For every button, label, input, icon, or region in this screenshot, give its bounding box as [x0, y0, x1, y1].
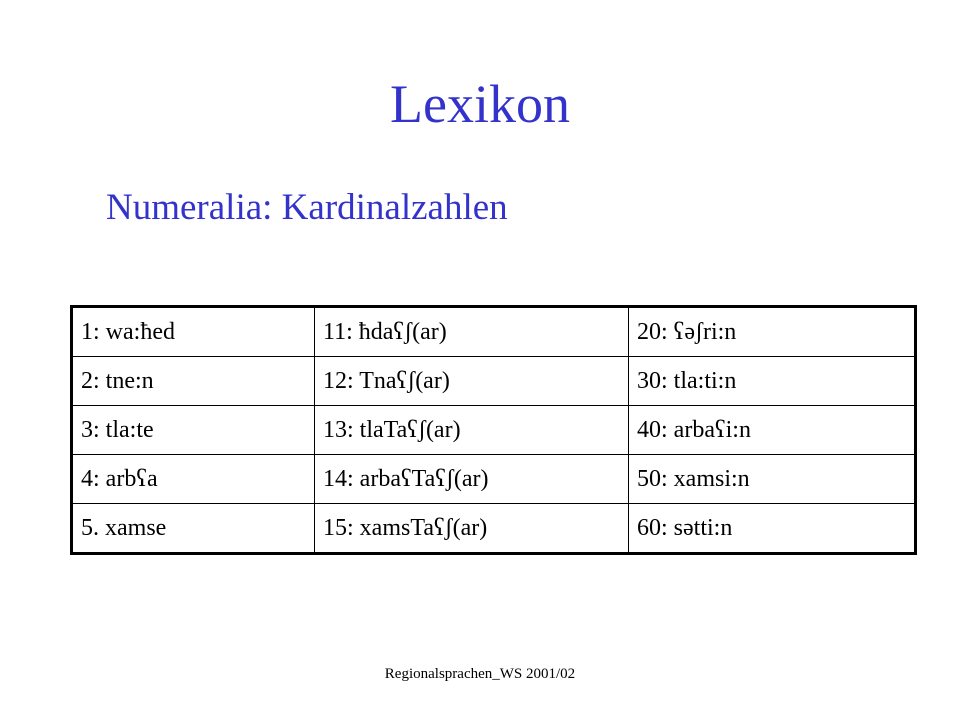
slide-subtitle: Numeralia: Kardinalzahlen — [106, 187, 508, 228]
table-row — [72, 504, 916, 554]
table-row — [72, 455, 916, 504]
table-cell: 4: arbʕa — [72, 455, 315, 504]
table-row — [72, 357, 916, 406]
table-row — [72, 406, 916, 455]
table-cell: 13: tlaTaʕʃ(ar) — [315, 406, 629, 455]
table-cell: 12: Tnaʕʃ(ar) — [315, 357, 629, 406]
numerals-table — [70, 305, 917, 555]
table-cell: 5. xamse — [72, 504, 315, 554]
table-cell: 1: wa:ħed — [72, 307, 315, 357]
table-cell: 20: ʕəʃri:n — [629, 307, 916, 357]
table-cell: 2: tne:n — [72, 357, 315, 406]
table-cell: 15: xamsTaʕʃ(ar) — [315, 504, 629, 554]
table-row — [72, 307, 916, 357]
table-cell: 60: sətti:n — [629, 504, 916, 554]
table-cell: 14: arbaʕTaʕʃ(ar) — [315, 455, 629, 504]
slide-footer: Regionalsprachen_WS 2001/02 — [384, 666, 576, 682]
table-cell: 40: arbaʕi:n — [629, 406, 916, 455]
table-cell: 3: tla:te — [72, 406, 315, 455]
slide-title: Lexikon — [390, 74, 570, 134]
table-cell: 30: tla:ti:n — [629, 357, 916, 406]
table-cell: 50: xamsi:n — [629, 455, 916, 504]
table-cell: 11: ħdaʕʃ(ar) — [315, 307, 629, 357]
